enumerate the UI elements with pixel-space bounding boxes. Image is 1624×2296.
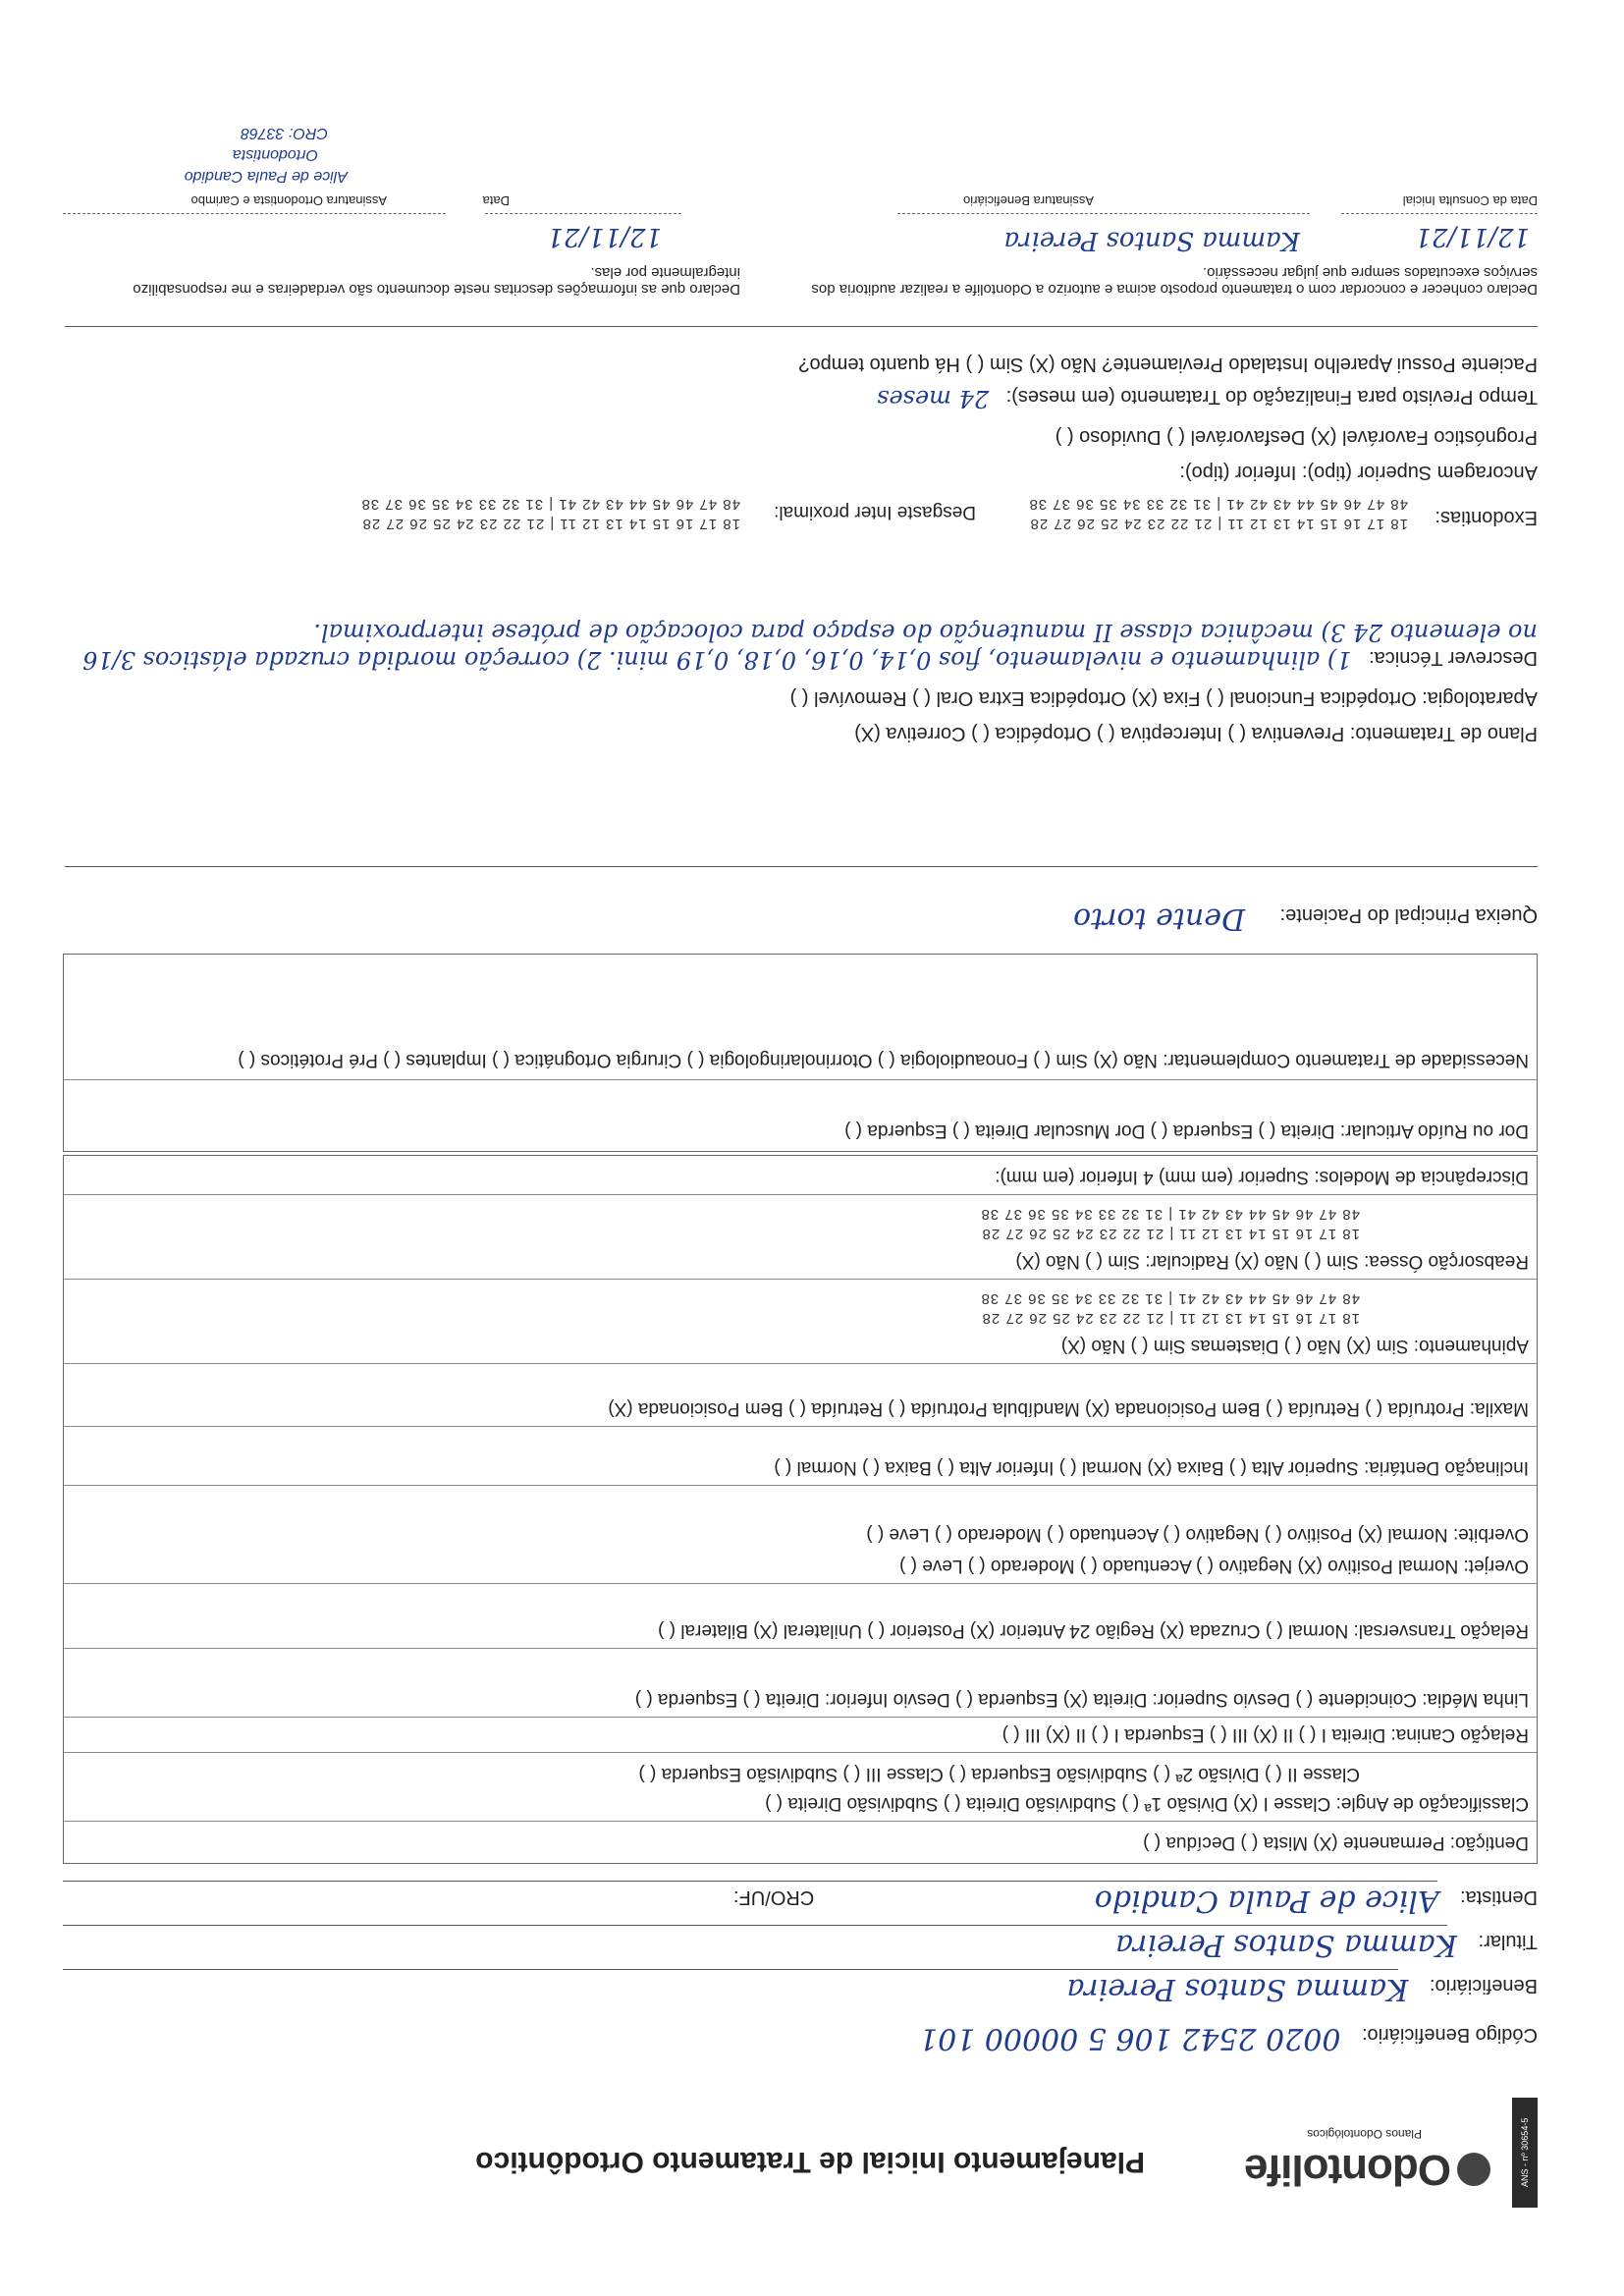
exodontias-teeth-lower: 48 47 46 45 44 43 42 41 | 31 32 33 34 35 36 37 38 — [1028, 496, 1408, 513]
divider — [64, 1279, 1537, 1280]
clinical-box — [63, 1155, 1538, 1864]
maxila-row: Maxila: Protruída ( ) Retruída ( ) Bem Posicionada (X) Mandíbula Protruída ( ) Retruída ( ) Bem Posicionada (X) — [608, 1398, 1529, 1419]
titular-row — [1115, 1928, 1538, 1962]
data-label: Data — [482, 193, 510, 208]
data-consulta-line — [1341, 213, 1538, 214]
data-value: 12/11/21 — [547, 222, 662, 251]
codigo-row — [919, 2021, 1538, 2055]
apinhamento-teeth-upper: 18 17 16 15 14 13 12 11 | 21 22 23 24 25 26 27 28 — [981, 1310, 1360, 1327]
reabsorcao-teeth-upper: 18 17 16 15 14 13 12 11 | 21 22 23 24 25 26 27 28 — [981, 1226, 1360, 1242]
dor-row: Dor ou Ruído Articular: Direita ( ) Esquerda ( ) Dor Muscular Direita ( ) Esquerda ( ) — [844, 1121, 1529, 1141]
divider — [64, 1648, 1537, 1649]
divider — [64, 1821, 1537, 1822]
classif-row-2: Classe II ( ) Divisão 2ª ( ) Subdivisão Esquerda ( ) Classe III ( ) Subdivisão Esquerda ( ) — [638, 1764, 1360, 1784]
declaracao-beneficiario: Declaro conhecer e concordar com o tratamento proposto acima e autorizo a Odontolife a realizar auditoria dos serviços executados sempre que julgar necessário. — [811, 264, 1538, 298]
assinatura-beneficiario-label: Assinatura Beneficiário — [963, 193, 1094, 208]
brand-tagline: Planos Odontológicos — [1307, 2127, 1422, 2141]
data-consulta-label: Data da Consulta Inicial — [1402, 193, 1538, 208]
ancoragem-row: Ancoragem Superior (tipo): Inferior (tipo): — [1179, 462, 1538, 483]
tecnica-value: 1) alinhamento e nivelamento, fios 0,14, 0,16, 0,18, 0,19 mini. 2) correção mordida cruzada elásticos 3/16 no elemento 24 3) mecânica classe II manutenção do espaço para colocação de prótese interproximal. — [82, 619, 1538, 674]
reabsorcao-teeth-lower: 48 47 46 45 44 43 42 41 | 31 32 33 34 35 36 37 38 — [980, 1206, 1360, 1223]
divider — [64, 1583, 1537, 1584]
data-consulta-value: 12/11/21 — [1415, 222, 1530, 251]
dentista-value: Alice de Paula Candido — [1094, 1884, 1439, 1918]
linha-media-row: Linha Média: Coincidente ( ) Desvio Superior: Direita (X) Esquerda ( ) Desvio Inferior: Direita ( ) Esquerda ( ) — [634, 1689, 1529, 1710]
logo-icon — [1457, 2153, 1490, 2186]
declaracao-ortodontista: Declaro que as informações descritas neste documento são verdadeiras e me responsabilizo integralmente por elas. — [133, 264, 740, 298]
exodontias-label: Exodontias: — [1435, 507, 1538, 528]
brand-name: Odontolife — [1245, 2146, 1451, 2194]
queixa-value: Dente torto — [1073, 902, 1246, 936]
titular-value: Kamma Santos Pereira — [1115, 1928, 1458, 1962]
codigo-value: 0020 2542 106 5 00000 101 — [919, 2021, 1341, 2055]
header — [84, 2080, 1538, 2208]
ans-code-box: ANS - nº 30654-5 — [1512, 2098, 1538, 2208]
tecnica-label: Descrever Técnica: — [1369, 647, 1538, 669]
divider — [64, 1363, 1537, 1364]
cro-label: CRO/UF: — [732, 1886, 815, 1908]
beneficiario-row — [1066, 1972, 1538, 2006]
desgaste-teeth-lower: 48 47 46 45 44 43 42 41 | 31 32 33 34 35 36 37 38 — [360, 496, 740, 513]
complementar-box — [63, 954, 1538, 1152]
beneficiario-line — [63, 1969, 1398, 1970]
assinatura-beneficiario: Kamma Santos Pereira — [1003, 226, 1300, 255]
aparelho-line — [65, 326, 1538, 327]
data-line — [485, 213, 681, 214]
apinhamento-teeth-lower: 48 47 46 45 44 43 42 41 | 31 32 33 34 35 36 37 38 — [980, 1290, 1360, 1307]
titular-label: Titular: — [1478, 1931, 1538, 1952]
assinatura-ortodontista-line — [63, 213, 446, 214]
stamp-name: Alice de Paula Candido — [184, 168, 348, 185]
codigo-label: Código Beneficiário: — [1362, 2024, 1538, 2046]
dentista-line — [63, 1881, 1437, 1882]
queixa-label: Queixa Principal do Paciente: — [1279, 904, 1538, 926]
exodontias-row — [1435, 506, 1538, 528]
reabsorcao-row: Reabsorção Óssea: Sim ( ) Não (X) Radicular: Sim ( ) Não (X) — [1015, 1251, 1529, 1272]
queixa-line — [65, 866, 1538, 867]
prognostico-row: Prognóstico Favorável (X) Desfavorável ( ) Duvidoso ( ) — [1055, 426, 1538, 448]
divider — [64, 1426, 1537, 1427]
aparatologia-row: Aparatologia: Ortopédica Funcional ( ) Fixa (X) Ortopédica Extra Oral ( ) Removível ( ) — [789, 687, 1538, 709]
tempo-value: 24 meses — [877, 385, 990, 412]
aparelho-row: Paciente Possui Aparelho Instalado Previamente? Não (X) Sim ( ) Há quanto tempo? — [798, 354, 1538, 375]
queixa-row — [84, 902, 1538, 936]
tecnica-row — [75, 619, 1538, 674]
apinhamento-row: Apinhamento: Sim (X) Não ( ) Diastemas Sim ( ) Não (X) — [1060, 1336, 1529, 1356]
desgaste-label: Desgaste Inter proximal: — [774, 502, 976, 522]
divider — [64, 1717, 1537, 1718]
page-title: Planejamento Inicial de Tratamento Ortodôntico — [475, 2146, 1145, 2178]
dentista-label: Dentista: — [1460, 1886, 1538, 1908]
assinatura-beneficiario-line — [897, 213, 1310, 214]
desgaste-teeth-upper: 18 17 16 15 14 13 12 11 | 21 22 23 24 25 26 27 28 — [361, 516, 740, 532]
divider — [64, 1485, 1537, 1486]
titular-line — [63, 1925, 1447, 1926]
canina-row: Relação Canina: Direita I ( ) II (X) III ( ) Esquerda I ( ) II (X) III ( ) — [1001, 1724, 1529, 1745]
stamp-role: Ortodontista — [232, 146, 318, 163]
tempo-row — [877, 385, 1538, 412]
exodontias-teeth-upper: 18 17 16 15 14 13 12 11 | 21 22 23 24 25 26 27 28 — [1029, 516, 1408, 532]
overjet-row: Overjet: Normal Positivo (X) Negativo ( ) Acentuado ( ) Moderado ( ) Leve ( ) — [899, 1556, 1529, 1576]
stamp-cro: CRO: 33768 — [241, 125, 328, 141]
beneficiario-value: Kamma Santos Pereira — [1066, 1972, 1409, 2006]
plano-row: Plano de Tratamento: Preventiva ( ) Interceptiva ( ) Ortopédica ( ) Corretiva (X) — [854, 723, 1538, 744]
discrepancia-row: Discrepância de Modelos: Superior (em mm) 4 Inferior (em mm): — [995, 1167, 1529, 1187]
inclinacao-row: Inclinação Dentária: Superior Alta ( ) Baixa (X) Normal ( ) Inferior Alta ( ) Baixa ( ) Normal ( ) — [774, 1457, 1529, 1478]
brand-logo — [1245, 2127, 1490, 2194]
classif-row: Classificação de Angle: Classe I (X) Divisão 1ª ( ) Subdivisão Direita ( ) Subdivisão Direita ( ) — [765, 1793, 1529, 1814]
overbite-row: Overbite: Normal (X) Positivo ( ) Negativo ( ) Acentuado ( ) Moderado ( ) Leve ( ) — [866, 1524, 1529, 1545]
transversal-row: Relação Transversal: Normal ( ) Cruzada (X) Região 24 Anterior (X) Posterior ( ) Unilateral (X) Bilateral ( ) — [658, 1620, 1529, 1641]
divider — [64, 1194, 1537, 1195]
divider — [64, 1752, 1537, 1753]
assinatura-ortodontista-label: Assinatura Ortodontista e Carimbo — [190, 193, 387, 208]
dentista-row — [733, 1884, 1538, 1918]
denticao-row: Dentição: Permanente (X) Mista ( ) Decídua ( ) — [1143, 1832, 1529, 1853]
beneficiario-label: Beneficiário: — [1429, 1975, 1538, 1996]
tempo-label: Tempo Previsto para Finalização do Tratamento (em meses): — [1005, 386, 1538, 408]
divider — [64, 1079, 1537, 1080]
necessidade-row: Necessidade de Tratamento Complementar: Não (X) Sim ( ) Fonoaudiologia ( ) Otorrinolaringologia ( ) Cirurgia Ortognática ( ) Implantes ( ) Pré Protéticos ( ) — [238, 1050, 1529, 1070]
